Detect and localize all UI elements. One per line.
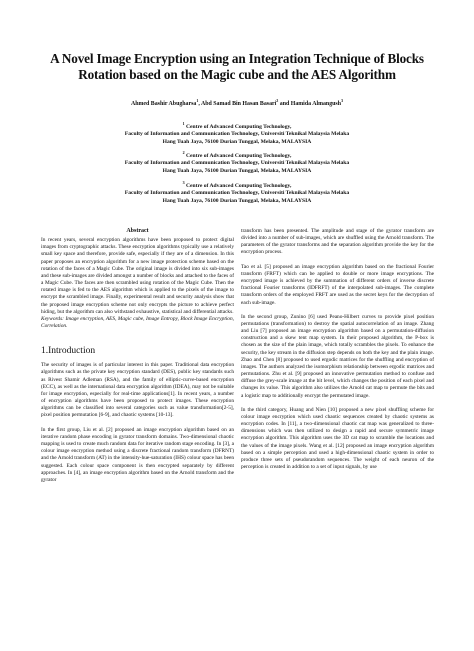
right-column <box>241 228 434 478</box>
body-paragraph: In the first group, Liu et al. [2] proposed an image encryption algorithm based on an iterative random phase encoding in gyrator transform domains. Two-dimensional chaotic mapping is used to create much random data for iterative random stage encoding. In [3], a colour image encryption method using a discrete fractional random transform (DFRNT) and the Arnold transform (AT) in the intensity-hue-saturation (IHS) colour space has been suggested. Each colour space component is then encrypted separately by different approaches. In [4], an image encryption algorithm based on the Arnold transform and the gyrator <box>41 426 234 483</box>
affiliation-sup: 2 <box>182 150 185 156</box>
paper-title: A Novel Image Encryption using an Integration Technique of Blocks Rotation based on the Magic cube and the AES Algorithm <box>50 51 424 82</box>
keywords: Keywords: Image encryption, AES, Magic cube, Image Entropy, Block Image Encryption, Correlation. <box>41 316 234 330</box>
affiliation-line: Hang Tuah Jaya, 76100 Durian Tunggal, Melaka, MALAYSIA <box>162 138 312 145</box>
section-heading: 1.Introduction <box>41 346 96 357</box>
affiliation-2 <box>30 150 444 175</box>
author-name: Abd Samad Bin Hasan Basari <box>201 101 277 107</box>
author-list <box>30 100 444 108</box>
affiliation-line: Faculty of Information and Communication Technology, Universiti Teknikal Malaysia Melaka <box>124 131 350 138</box>
affiliation-sup: 1 <box>182 121 185 127</box>
author-sup: 2 <box>276 98 279 104</box>
author-sup: 3 <box>341 98 343 104</box>
body-paragraph: transform has been presented. The amplitude and stage of the gyrator transform are divided into a number of sub-images, which are shuffled using the Arnold transform. The parameters of the gyrator transforms and the separation algorithm provide the key for the encryption process. <box>241 228 434 256</box>
body-paragraph: Tao et al. [5] proposed an image encryption algorithm based on the fractional Fourier transform (FRFT) which can be applied to double or more image encryptions. The encrypted image is achieved by the summation of different orders of inverse discrete fractional Fourier transforms (IDFRFT) of the interpolated sub-images. The complete transform orders of the employed FRFT are used as the secret keys for the decryption of each sub-image. <box>241 263 434 306</box>
affiliation-line: Hang Tuah Jaya, 76100 Durian Tunggal, Melaka, MALAYSIA <box>162 167 312 174</box>
affiliation-line: Faculty of Information and Communication Technology, Universiti Teknikal Malaysia Melaka <box>124 190 350 197</box>
abstract-heading: Abstract <box>126 228 149 234</box>
left-column <box>41 228 234 491</box>
affiliation-line: Hang Tuah Jaya, 76100 Durian Tunggal, Melaka, MALAYSIA <box>162 197 312 204</box>
author-sup: 1 <box>196 98 199 104</box>
author-name: Hamida Almangush <box>290 101 341 107</box>
affiliation-sup: 3 <box>182 180 185 186</box>
body-paragraph: In the second group, Zunino [6] used Peano-Hilbert curves to provide pixel position permutations (transformation) to destroy the spatial autocorrelation of an image. Zhang and Liu [7] proposed an image encryption algorithm based on a permutation-diffusion construction and a skew tent map system. In their proposed algorithm, the P-box is chosen as the size of the plain image, which totally scrambles the pixels. To enhance the security, the key stream in the diffusion step depends on both the key and the plain image. Zhao and Chen [8] proposed to used ergodic matrices for the shuffling and encryption of images. The authors analyzed the isomorphism relationship between ergodic matrices and permutations. Zhu et al. [9] proposed an innovative permutation method to confuse and diffuse the grey-scale image at the bit level, which changes the position of each pixel and changes its value. This algorithm also utilizes the Arnold cat map to permute the bits and a logistic map to additionally encrypt the permutated image. <box>241 313 434 399</box>
body-paragraph: The security of images is of particular interest in this paper. Traditional data encryption algorithms such as the private key encryption standard (DES), public key standards such as Rivest Shamir Adleman (RSA), and the family of elliptic-curve-based encryption (ECC), as well as the international data encryption algorithm (IDEA), may not be suitable for image encryption, especially for real-time applications[1]. In recent years, a number of encryption algorithms have been proposed to protect images. These encryption algorithms can be classified into several categories such as value transformation[2-5], pixel position permutation [6-9], and chaotic systems [10-13]. <box>41 362 234 419</box>
affiliation-line: Centre of Advanced Computing Technology, <box>185 124 292 130</box>
affiliation-line: Centre of Advanced Computing Technology, <box>185 153 292 159</box>
author-separator: and <box>278 101 291 107</box>
affiliation-1 <box>30 121 444 146</box>
author-separator: , <box>198 101 201 107</box>
author-name: Ahmed Bashir Abugharsa <box>131 101 197 107</box>
body-paragraph: In the third category, Huang and Nien [10] proposed a new pixel shuffling scheme for colour image encryption which used chaotic sequences created by chaotic systems as encryption codes. In [11], a two-dimensional chaotic cat map was generalized to three-dimensions which was then utilized to design a rapid and secure symmetric image encryption algorithm. This algorithm uses the 3D cat map to scramble the locations and the values of the image pixels. Wang et al. [12] proposed an image encryption algorithm based on a simple perception and used a high-dimensional chaotic system in order to produce three sets of pseudorandom sequences. The weight of each neuron of the perception is created in addition to a set of input signals, by use <box>241 406 434 471</box>
affiliation-3 <box>30 180 444 205</box>
affiliation-line: Faculty of Information and Communication Technology, Universiti Teknikal Malaysia Melaka <box>124 160 350 167</box>
affiliation-line: Centre of Advanced Computing Technology, <box>185 183 292 189</box>
abstract-text: In recent years, several encryption algorithms have been proposed to protect digital images from cryptographic attacks. These encryption algorithms typically use a relatively small key space and therefore, provide safe, especially if they are of a dimension. In this paper proposes an encryption algorithm for a new image protection scheme based on the rotation of the faces of a Magic Cube. The original image is divided into six sub-images and these sub-images are divided amongst a number of blocks and attached to the faces of a Magic Cube. The faces are then scrambled using rotation of the Magic Cube. Then the rotated image is fed to the AES algorithm which is applied to the pixels of the image to encrypt the scrambled image. Finally, experimental result and security analysis show that the proposed image encryption scheme not only encrypts the picture to achieve perfect hiding, but the algorithm can also withstand exhaustive, statistical and differential attacks. <box>41 237 234 315</box>
